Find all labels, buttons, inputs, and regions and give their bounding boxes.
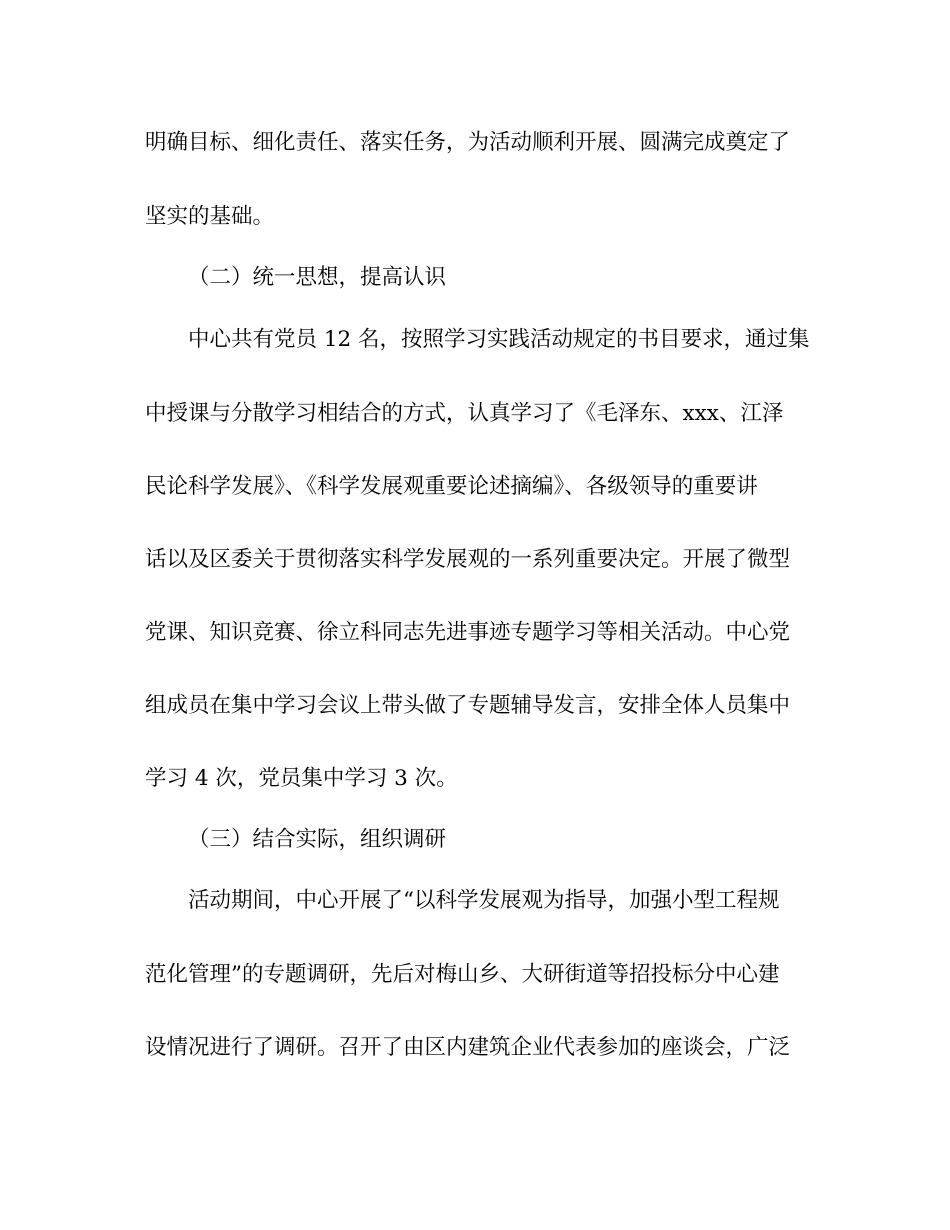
paragraph-line: 中授课与分散学习相结合的方式，认真学习了《毛泽东、xxx、江泽: [145, 401, 784, 426]
paragraph-line: 明确目标、细化责任、落实任务，为活动顺利开展、圆满完成奠定了: [145, 130, 791, 155]
section-heading: （三）结合实际，组织调研: [188, 827, 447, 852]
section-heading: （二）统一思想，提高认识: [188, 265, 447, 290]
paragraph-line: 党课、知识竞赛、徐立科同志先进事迹专题学习等相关活动。中心党: [145, 620, 791, 645]
paragraph-line: 民论科学发展》、《科学发展观重要论述摘编》、各级领导的重要讲: [145, 474, 758, 499]
paragraph-line: 坚实的基础。: [145, 204, 275, 229]
paragraph-line: 学习 4 次，党员集中学习 3 次。: [145, 766, 458, 791]
paragraph-line: 设情况进行了调研。召开了由区内建筑企业代表参加的座谈会，广泛: [145, 1035, 791, 1060]
paragraph-line: 话以及区委关于贯彻落实科学发展观的一系列重要决定。开展了微型: [145, 547, 791, 572]
paragraph-line: 活动期间，中心开展了“以科学发展观为指导，加强小型工程规: [188, 888, 780, 913]
paragraph-line: 中心共有党员 12 名，按照学习实践活动规定的书目要求，通过集: [188, 327, 810, 352]
paragraph-line: 组成员在集中学习会议上带头做了专题辅导发言，安排全体人员集中: [145, 693, 791, 718]
paragraph-line: 范化管理”的专题调研，先后对梅山乡、大研街道等招投标分中心建: [145, 962, 780, 987]
